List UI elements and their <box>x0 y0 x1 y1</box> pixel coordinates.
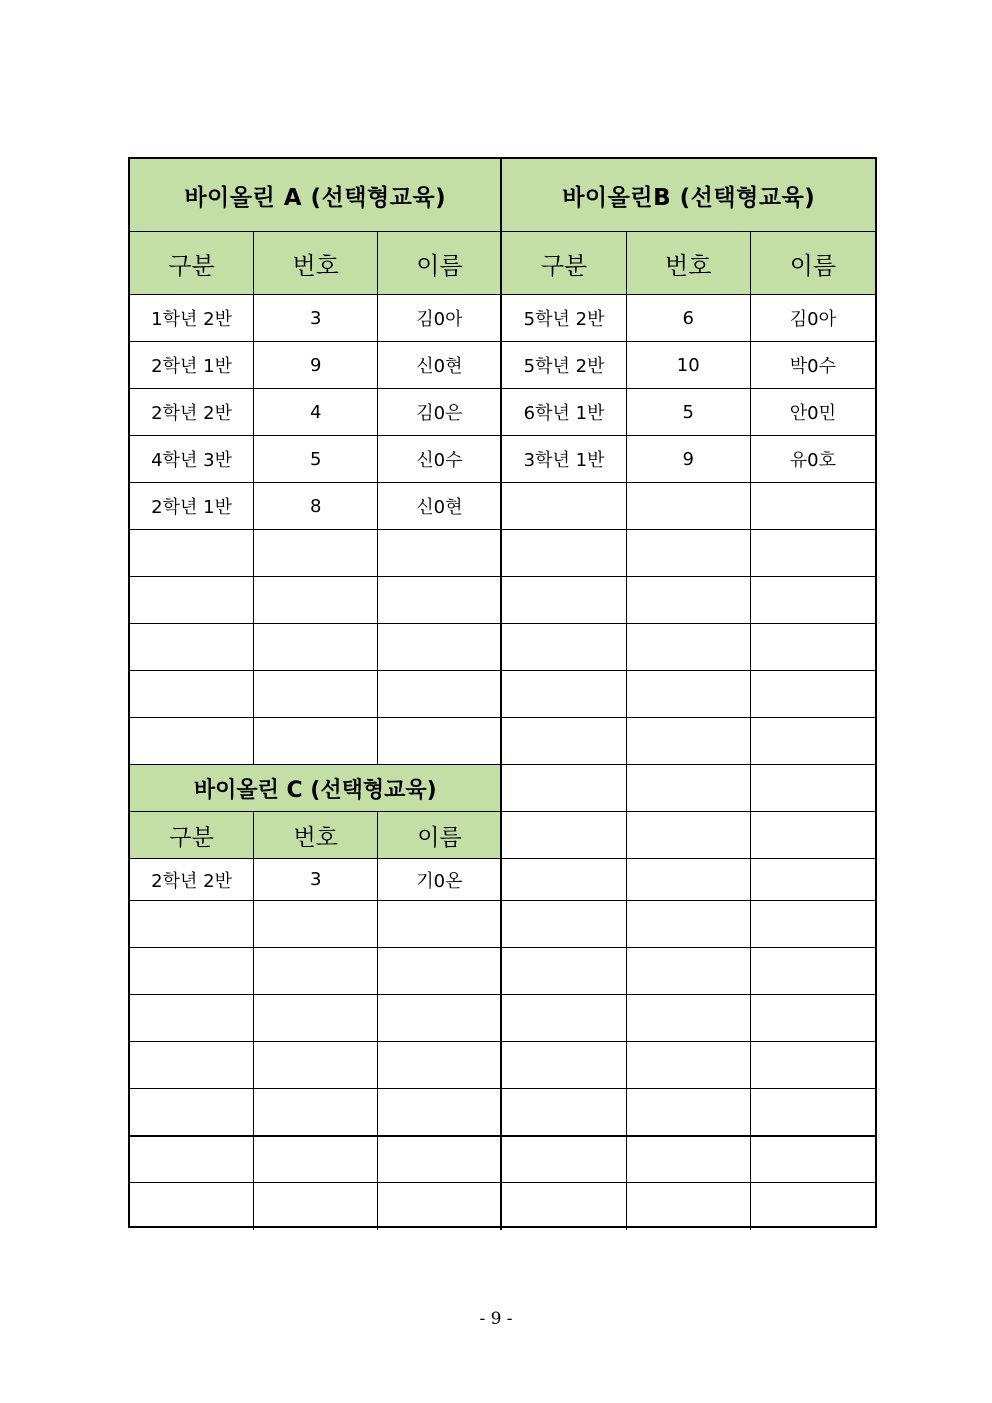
table-b-empty-cell <box>751 1136 875 1183</box>
table-b-empty-cell <box>751 671 875 718</box>
table-b-empty-cell <box>751 1183 875 1230</box>
table-b-empty-cell <box>502 1136 626 1183</box>
table-a-empty-cell <box>378 530 502 577</box>
table-b-cell: 5 <box>627 389 751 436</box>
table-a-empty-cell <box>254 671 378 718</box>
table-b-header: 번호 <box>627 232 751 295</box>
table-a-cell: 김0아 <box>378 295 502 342</box>
table-c-empty-cell <box>130 1089 254 1136</box>
table-b-empty-cell <box>502 995 626 1042</box>
table-b-empty-cell <box>627 718 751 765</box>
table-a-header: 번호 <box>254 232 378 295</box>
table-a-header: 구분 <box>130 232 254 295</box>
table-c-empty-cell <box>378 1089 502 1136</box>
table-b-empty-cell <box>627 812 751 859</box>
table-b-header: 구분 <box>502 232 626 295</box>
table-b-cell: 6학년 1반 <box>502 389 626 436</box>
table-b-empty-cell <box>502 948 626 995</box>
table-c-empty-cell <box>378 901 502 948</box>
table-b-empty-cell <box>502 671 626 718</box>
table-b-empty-cell <box>627 671 751 718</box>
table-b-empty-cell <box>627 1042 751 1089</box>
table-c-empty-cell <box>130 948 254 995</box>
table-b-empty-cell <box>627 1089 751 1136</box>
table-a-empty-cell <box>130 624 254 671</box>
table-a-empty-cell <box>378 624 502 671</box>
table-b-empty-cell <box>751 1089 875 1136</box>
table-a-cell: 4 <box>254 389 378 436</box>
table-b-cell: 10 <box>627 342 751 389</box>
table-a-empty-cell <box>130 530 254 577</box>
table-a-empty-cell <box>254 530 378 577</box>
table-b-empty-cell <box>502 577 626 624</box>
table-c-empty-cell <box>378 1042 502 1089</box>
table-b-empty-cell <box>502 859 626 901</box>
table-a-cell: 2학년 2반 <box>130 389 254 436</box>
table-b-empty-cell <box>627 1136 751 1183</box>
table-a-empty-cell <box>130 718 254 765</box>
table-a-cell: 4학년 3반 <box>130 436 254 483</box>
table-b-header: 이름 <box>751 232 875 295</box>
table-c-empty-cell <box>378 1183 502 1230</box>
table-b-empty-cell <box>502 901 626 948</box>
table-c-empty-cell <box>254 1042 378 1089</box>
table-a-cell: 신0현 <box>378 483 502 530</box>
table-b-empty-cell <box>627 530 751 577</box>
table-b-empty-cell <box>627 1183 751 1230</box>
table-b-empty-cell <box>627 624 751 671</box>
page-number: - 9 - <box>479 1309 513 1329</box>
table-c-header: 이름 <box>378 812 502 859</box>
table-c-header: 구분 <box>130 812 254 859</box>
table-a-cell: 5 <box>254 436 378 483</box>
table-b-empty-cell <box>502 1042 626 1089</box>
table-c-empty-cell <box>254 1183 378 1230</box>
table-c-empty-cell <box>378 1136 502 1183</box>
table-a-header: 이름 <box>378 232 502 295</box>
table-a-empty-cell <box>378 718 502 765</box>
table-b-empty-cell <box>751 901 875 948</box>
table-c-empty-cell <box>254 948 378 995</box>
table-c-cell: 3 <box>254 859 378 901</box>
table-b-cell: 3학년 1반 <box>502 436 626 483</box>
table-c-title: 바이올린 C (선택형교육) <box>130 765 502 812</box>
table-c-empty-cell <box>254 1089 378 1136</box>
table-a-empty-cell <box>130 671 254 718</box>
table-b-empty-cell <box>502 1089 626 1136</box>
table-b-cell: 유0호 <box>751 436 875 483</box>
table-c-empty-cell <box>378 948 502 995</box>
table-b-cell: 안0민 <box>751 389 875 436</box>
table-c-cell: 기0온 <box>378 859 502 901</box>
table-b-cell: 9 <box>627 436 751 483</box>
table-a-cell: 2학년 1반 <box>130 483 254 530</box>
table-a-empty-cell <box>378 671 502 718</box>
table-b-empty-cell <box>502 1183 626 1230</box>
table-a-cell: 2학년 1반 <box>130 342 254 389</box>
table-a-cell: 신0현 <box>378 342 502 389</box>
table-c-header: 번호 <box>254 812 378 859</box>
table-c-empty-cell <box>130 1183 254 1230</box>
table-b-empty-cell <box>751 577 875 624</box>
table-c-empty-cell <box>254 995 378 1042</box>
table-a-empty-cell <box>254 577 378 624</box>
table-c-empty-cell <box>130 1042 254 1089</box>
table-b-cell: 김0아 <box>751 295 875 342</box>
roster-table <box>128 157 877 1228</box>
table-b-empty-cell <box>502 718 626 765</box>
table-c-empty-cell <box>254 901 378 948</box>
table-b-empty-cell <box>627 859 751 901</box>
table-b-empty-cell <box>751 859 875 901</box>
table-c-cell: 2학년 2반 <box>130 859 254 901</box>
table-b-empty-cell <box>502 624 626 671</box>
table-c-empty-cell <box>378 995 502 1042</box>
table-b-empty-cell <box>627 995 751 1042</box>
table-b-empty-cell <box>751 765 875 812</box>
table-a-empty-cell <box>130 577 254 624</box>
table-b-empty-cell <box>751 812 875 859</box>
table-b-empty-cell <box>502 483 626 530</box>
table-b-empty-cell <box>627 577 751 624</box>
table-a-title: 바이올린 A (선택형교육) <box>130 159 502 232</box>
table-b-empty-cell <box>751 1042 875 1089</box>
table-b-title: 바이올린B (선택형교육) <box>502 159 875 232</box>
table-a-cell: 8 <box>254 483 378 530</box>
table-b-empty-cell <box>751 948 875 995</box>
table-b-cell: 박0수 <box>751 342 875 389</box>
table-c-empty-cell <box>130 995 254 1042</box>
table-c-empty-cell <box>254 1136 378 1183</box>
table-a-empty-cell <box>254 624 378 671</box>
table-c-empty-cell <box>130 1136 254 1183</box>
table-b-empty-cell <box>627 483 751 530</box>
table-b-cell: 5학년 2반 <box>502 342 626 389</box>
table-b-empty-cell <box>627 901 751 948</box>
table-b-cell: 5학년 2반 <box>502 295 626 342</box>
table-b-empty-cell <box>751 995 875 1042</box>
table-a-empty-cell <box>254 718 378 765</box>
table-b-empty-cell <box>502 812 626 859</box>
table-b-empty-cell <box>627 948 751 995</box>
table-a-cell: 신0수 <box>378 436 502 483</box>
table-b-cell: 6 <box>627 295 751 342</box>
table-a-empty-cell <box>378 577 502 624</box>
table-c-empty-cell <box>130 901 254 948</box>
table-b-empty-cell <box>502 530 626 577</box>
table-b-empty-cell <box>751 624 875 671</box>
table-b-empty-cell <box>751 530 875 577</box>
row-divider <box>130 1135 875 1137</box>
table-b-empty-cell <box>751 718 875 765</box>
table-b-empty-cell <box>502 765 626 812</box>
table-b-empty-cell <box>751 483 875 530</box>
table-a-cell: 3 <box>254 295 378 342</box>
table-a-cell: 9 <box>254 342 378 389</box>
table-b-empty-cell <box>627 765 751 812</box>
table-a-cell: 1학년 2반 <box>130 295 254 342</box>
table-a-cell: 김0은 <box>378 389 502 436</box>
